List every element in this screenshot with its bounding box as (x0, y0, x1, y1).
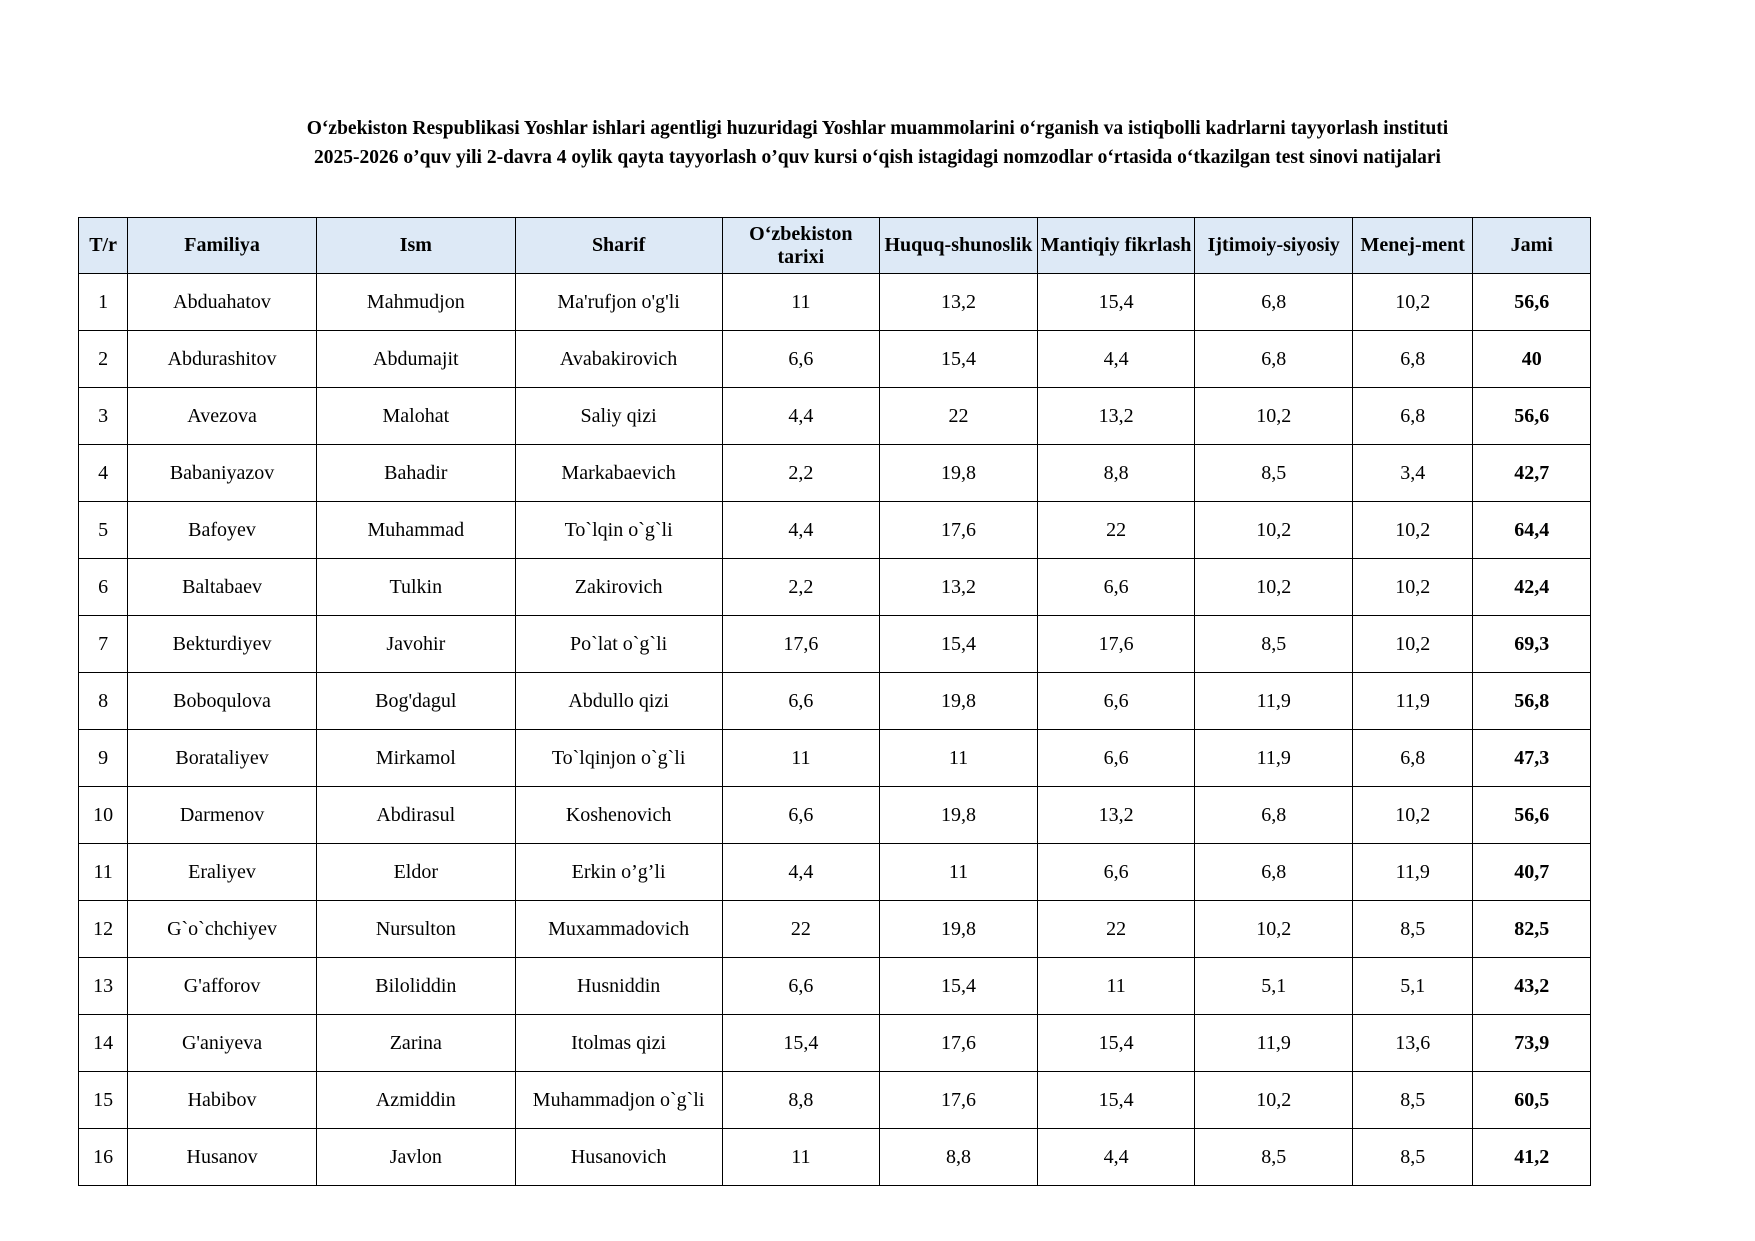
ozbekiston-tarixi-cell: 17,6 (722, 616, 880, 673)
header-tr: T/r (79, 218, 128, 274)
jami-cell: 56,6 (1473, 274, 1591, 331)
table-row (79, 730, 1591, 787)
sharif-cell: Avabakirovich (515, 331, 722, 388)
familiya-cell: Eraliyev (128, 844, 317, 901)
sharif-cell: Husniddin (515, 958, 722, 1015)
ijtimoiy-siyosiy-cell: 10,2 (1195, 901, 1353, 958)
menejment-cell: 6,8 (1353, 388, 1473, 445)
ozbekiston-tarixi-cell: 8,8 (722, 1072, 880, 1129)
huquqshunoslik-cell: 8,8 (880, 1129, 1038, 1186)
jami-cell: 40,7 (1473, 844, 1591, 901)
row-number: 5 (79, 502, 128, 559)
mantiqiy-fikrlash-cell: 15,4 (1037, 274, 1195, 331)
menejment-cell: 13,6 (1353, 1015, 1473, 1072)
menejment-cell: 6,8 (1353, 730, 1473, 787)
familiya-cell: Bafoyev (128, 502, 317, 559)
row-number: 12 (79, 901, 128, 958)
huquqshunoslik-cell: 22 (880, 388, 1038, 445)
page-title (0, 114, 1755, 172)
huquqshunoslik-cell: 15,4 (880, 958, 1038, 1015)
table-row (79, 958, 1591, 1015)
ozbekiston-tarixi-cell: 2,2 (722, 445, 880, 502)
ism-cell: Malohat (316, 388, 515, 445)
sharif-cell: Markabaevich (515, 445, 722, 502)
ism-cell: Javohir (316, 616, 515, 673)
huquqshunoslik-cell: 19,8 (880, 901, 1038, 958)
sharif-cell: To`lqin o`g`li (515, 502, 722, 559)
huquqshunoslik-cell: 15,4 (880, 331, 1038, 388)
sharif-cell: Husanovich (515, 1129, 722, 1186)
menejment-cell: 6,8 (1353, 331, 1473, 388)
jami-cell: 69,3 (1473, 616, 1591, 673)
familiya-cell: Baltabaev (128, 559, 317, 616)
ozbekiston-tarixi-cell: 6,6 (722, 331, 880, 388)
familiya-cell: Darmenov (128, 787, 317, 844)
menejment-cell: 3,4 (1353, 445, 1473, 502)
menejment-cell: 11,9 (1353, 673, 1473, 730)
header-familiya: Familiya (128, 218, 317, 274)
menejment-cell: 10,2 (1353, 502, 1473, 559)
row-number: 9 (79, 730, 128, 787)
menejment-cell: 10,2 (1353, 616, 1473, 673)
jami-cell: 41,2 (1473, 1129, 1591, 1186)
jami-cell: 82,5 (1473, 901, 1591, 958)
ijtimoiy-siyosiy-cell: 6,8 (1195, 331, 1353, 388)
jami-cell: 64,4 (1473, 502, 1591, 559)
huquqshunoslik-cell: 11 (880, 730, 1038, 787)
huquqshunoslik-cell: 17,6 (880, 502, 1038, 559)
row-number: 2 (79, 331, 128, 388)
ijtimoiy-siyosiy-cell: 8,5 (1195, 445, 1353, 502)
jami-cell: 43,2 (1473, 958, 1591, 1015)
mantiqiy-fikrlash-cell: 6,6 (1037, 730, 1195, 787)
ijtimoiy-siyosiy-cell: 10,2 (1195, 388, 1353, 445)
ozbekiston-tarixi-cell: 4,4 (722, 844, 880, 901)
row-number: 14 (79, 1015, 128, 1072)
header-ozbekiston-tarixi: O‘zbekiston tarixi (722, 218, 880, 274)
row-number: 16 (79, 1129, 128, 1186)
mantiqiy-fikrlash-cell: 22 (1037, 901, 1195, 958)
ozbekiston-tarixi-cell: 2,2 (722, 559, 880, 616)
mantiqiy-fikrlash-cell: 6,6 (1037, 673, 1195, 730)
familiya-cell: Bekturdiyev (128, 616, 317, 673)
sharif-cell: Zakirovich (515, 559, 722, 616)
huquqshunoslik-cell: 11 (880, 844, 1038, 901)
ijtimoiy-siyosiy-cell: 6,8 (1195, 274, 1353, 331)
ozbekiston-tarixi-cell: 6,6 (722, 787, 880, 844)
jami-cell: 40 (1473, 331, 1591, 388)
mantiqiy-fikrlash-cell: 6,6 (1037, 559, 1195, 616)
ijtimoiy-siyosiy-cell: 10,2 (1195, 559, 1353, 616)
ism-cell: Nursulton (316, 901, 515, 958)
table-row (79, 445, 1591, 502)
huquqshunoslik-cell: 19,8 (880, 445, 1038, 502)
row-number: 10 (79, 787, 128, 844)
ijtimoiy-siyosiy-cell: 10,2 (1195, 502, 1353, 559)
sharif-cell: Muxammadovich (515, 901, 722, 958)
familiya-cell: Husanov (128, 1129, 317, 1186)
familiya-cell: Abduahatov (128, 274, 317, 331)
mantiqiy-fikrlash-cell: 4,4 (1037, 1129, 1195, 1186)
table-row (79, 1129, 1591, 1186)
row-number: 3 (79, 388, 128, 445)
huquqshunoslik-cell: 19,8 (880, 673, 1038, 730)
mantiqiy-fikrlash-cell: 4,4 (1037, 331, 1195, 388)
ozbekiston-tarixi-cell: 6,6 (722, 958, 880, 1015)
ism-cell: Azmiddin (316, 1072, 515, 1129)
ijtimoiy-siyosiy-cell: 11,9 (1195, 730, 1353, 787)
mantiqiy-fikrlash-cell: 15,4 (1037, 1072, 1195, 1129)
table-row (79, 1072, 1591, 1129)
ijtimoiy-siyosiy-cell: 8,5 (1195, 1129, 1353, 1186)
row-number: 4 (79, 445, 128, 502)
menejment-cell: 5,1 (1353, 958, 1473, 1015)
mantiqiy-fikrlash-cell: 15,4 (1037, 1015, 1195, 1072)
mantiqiy-fikrlash-cell: 8,8 (1037, 445, 1195, 502)
sharif-cell: Koshenovich (515, 787, 722, 844)
ozbekiston-tarixi-cell: 22 (722, 901, 880, 958)
table-row (79, 673, 1591, 730)
table-row (79, 559, 1591, 616)
jami-cell: 56,6 (1473, 388, 1591, 445)
ozbekiston-tarixi-cell: 11 (722, 1129, 880, 1186)
table-row (79, 331, 1591, 388)
sharif-cell: To`lqinjon o`g`li (515, 730, 722, 787)
familiya-cell: G'aniyeva (128, 1015, 317, 1072)
ism-cell: Tulkin (316, 559, 515, 616)
results-table (78, 217, 1591, 1186)
familiya-cell: Borataliyev (128, 730, 317, 787)
header-ijtimoiy-siyosiy: Ijtimoiy-siyosiy (1195, 218, 1353, 274)
table-row (79, 901, 1591, 958)
ism-cell: Bog'dagul (316, 673, 515, 730)
sharif-cell: Muhammadjon o`g`li (515, 1072, 722, 1129)
sharif-cell: Ma'rufjon o'g'li (515, 274, 722, 331)
table-row (79, 274, 1591, 331)
jami-cell: 56,6 (1473, 787, 1591, 844)
row-number: 1 (79, 274, 128, 331)
sharif-cell: Itolmas qizi (515, 1015, 722, 1072)
ism-cell: Bahadir (316, 445, 515, 502)
familiya-cell: Babaniyazov (128, 445, 317, 502)
huquqshunoslik-cell: 15,4 (880, 616, 1038, 673)
ism-cell: Muhammad (316, 502, 515, 559)
row-number: 6 (79, 559, 128, 616)
jami-cell: 47,3 (1473, 730, 1591, 787)
ijtimoiy-siyosiy-cell: 5,1 (1195, 958, 1353, 1015)
familiya-cell: Habibov (128, 1072, 317, 1129)
header-huquqshunoslik: Huquq-shunoslik (880, 218, 1038, 274)
ism-cell: Eldor (316, 844, 515, 901)
menejment-cell: 10,2 (1353, 274, 1473, 331)
menejment-cell: 8,5 (1353, 901, 1473, 958)
table-row (79, 616, 1591, 673)
ozbekiston-tarixi-cell: 11 (722, 730, 880, 787)
mantiqiy-fikrlash-cell: 13,2 (1037, 388, 1195, 445)
menejment-cell: 10,2 (1353, 559, 1473, 616)
row-number: 13 (79, 958, 128, 1015)
familiya-cell: Avezova (128, 388, 317, 445)
row-number: 11 (79, 844, 128, 901)
familiya-cell: Boboqulova (128, 673, 317, 730)
familiya-cell: G`o`chchiyev (128, 901, 317, 958)
mantiqiy-fikrlash-cell: 22 (1037, 502, 1195, 559)
title-line-1: O‘zbekiston Respublikasi Yoshlar ishlari agentligi huzuridagi Yoshlar muammolarini o‘rganish va istiqbolli kadrlarni tayyorlash instituti (306, 118, 1449, 139)
ism-cell: Biloliddin (316, 958, 515, 1015)
mantiqiy-fikrlash-cell: 6,6 (1037, 844, 1195, 901)
header-sharif: Sharif (515, 218, 722, 274)
table-row (79, 1015, 1591, 1072)
huquqshunoslik-cell: 17,6 (880, 1015, 1038, 1072)
menejment-cell: 11,9 (1353, 844, 1473, 901)
ozbekiston-tarixi-cell: 4,4 (722, 502, 880, 559)
row-number: 15 (79, 1072, 128, 1129)
header-ism: Ism (316, 218, 515, 274)
jami-cell: 60,5 (1473, 1072, 1591, 1129)
sharif-cell: Abdullo qizi (515, 673, 722, 730)
mantiqiy-fikrlash-cell: 13,2 (1037, 787, 1195, 844)
jami-cell: 42,4 (1473, 559, 1591, 616)
jami-cell: 42,7 (1473, 445, 1591, 502)
huquqshunoslik-cell: 13,2 (880, 559, 1038, 616)
mantiqiy-fikrlash-cell: 11 (1037, 958, 1195, 1015)
jami-cell: 73,9 (1473, 1015, 1591, 1072)
sharif-cell: Erkin o’g’li (515, 844, 722, 901)
header-jami: Jami (1473, 218, 1591, 274)
sharif-cell: Po`lat o`g`li (515, 616, 722, 673)
ism-cell: Abdirasul (316, 787, 515, 844)
header-mantiqiy-fikrlash: Mantiqiy fikrlash (1037, 218, 1195, 274)
ijtimoiy-siyosiy-cell: 8,5 (1195, 616, 1353, 673)
ism-cell: Mirkamol (316, 730, 515, 787)
table-row (79, 502, 1591, 559)
familiya-cell: Abdurashitov (128, 331, 317, 388)
menejment-cell: 10,2 (1353, 787, 1473, 844)
ijtimoiy-siyosiy-cell: 11,9 (1195, 673, 1353, 730)
mantiqiy-fikrlash-cell: 17,6 (1037, 616, 1195, 673)
menejment-cell: 8,5 (1353, 1072, 1473, 1129)
sharif-cell: Saliy qizi (515, 388, 722, 445)
ism-cell: Abdumajit (316, 331, 515, 388)
ozbekiston-tarixi-cell: 6,6 (722, 673, 880, 730)
familiya-cell: G'afforov (128, 958, 317, 1015)
ozbekiston-tarixi-cell: 15,4 (722, 1015, 880, 1072)
ism-cell: Mahmudjon (316, 274, 515, 331)
title-line-2: 2025-2026 o’quv yili 2-davra 4 oylik qayta tayyorlash o’quv kursi o‘qish istagidagi nomzodlar o‘rtasida o‘tkazilgan test sinovi natijalari (314, 147, 1441, 168)
ijtimoiy-siyosiy-cell: 6,8 (1195, 844, 1353, 901)
huquqshunoslik-cell: 17,6 (880, 1072, 1038, 1129)
jami-cell: 56,8 (1473, 673, 1591, 730)
results-body (79, 274, 1591, 1186)
menejment-cell: 8,5 (1353, 1129, 1473, 1186)
header-menejment: Menej-ment (1353, 218, 1473, 274)
ijtimoiy-siyosiy-cell: 6,8 (1195, 787, 1353, 844)
huquqshunoslik-cell: 19,8 (880, 787, 1038, 844)
huquqshunoslik-cell: 13,2 (880, 274, 1038, 331)
ozbekiston-tarixi-cell: 11 (722, 274, 880, 331)
ijtimoiy-siyosiy-cell: 11,9 (1195, 1015, 1353, 1072)
table-row (79, 388, 1591, 445)
ism-cell: Zarina (316, 1015, 515, 1072)
row-number: 7 (79, 616, 128, 673)
ism-cell: Javlon (316, 1129, 515, 1186)
row-number: 8 (79, 673, 128, 730)
table-row (79, 844, 1591, 901)
table-row (79, 787, 1591, 844)
ijtimoiy-siyosiy-cell: 10,2 (1195, 1072, 1353, 1129)
ozbekiston-tarixi-cell: 4,4 (722, 388, 880, 445)
header-row (79, 218, 1591, 274)
